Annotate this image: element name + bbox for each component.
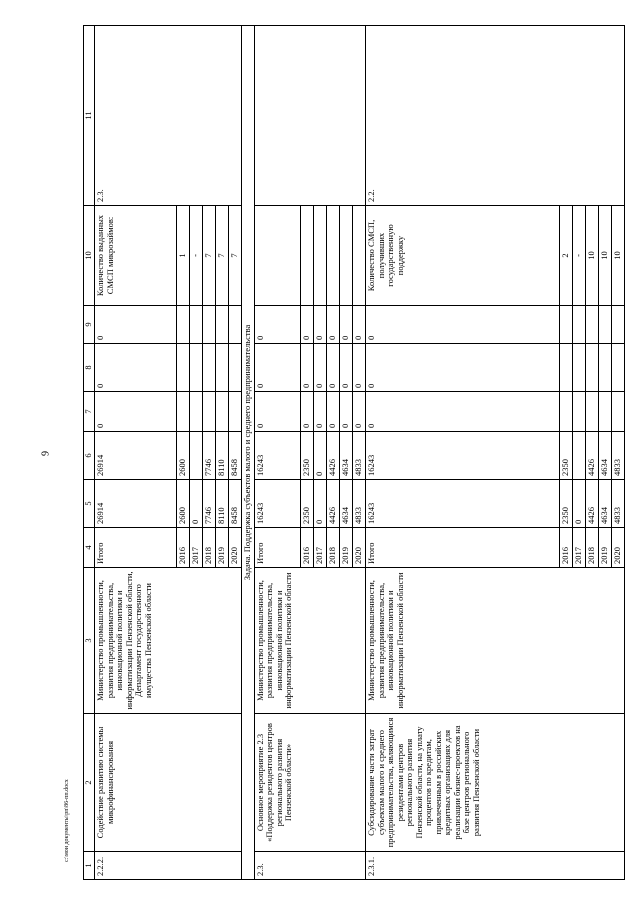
cell-ref [254, 26, 365, 206]
cell-value [586, 306, 599, 344]
cell-value: 0 [301, 344, 314, 392]
cell-value: 0 [314, 344, 327, 392]
cell-value: 0 [327, 306, 340, 344]
cell-ref: 2.2. [366, 26, 625, 206]
task-cell: Задача. Поддержка субъектов малого и среднего предпринимательства [241, 26, 254, 880]
cell-value: 2600 [176, 432, 189, 480]
cell-value [189, 392, 202, 432]
header-cell: 11 [84, 26, 95, 206]
cell-indicator-value: 2 [560, 206, 573, 306]
cell-value [202, 306, 215, 344]
cell-value [176, 306, 189, 344]
cell-value: 16243 [254, 432, 300, 480]
header-row [84, 26, 95, 880]
cell-value: 7746 [202, 480, 215, 528]
cell-value: 4426 [327, 432, 340, 480]
cell-value: 0 [366, 306, 560, 344]
cell-indicator-value: 10 [612, 206, 625, 306]
cell-value [228, 392, 241, 432]
cell-year: 2016 [560, 528, 573, 568]
cell-value [560, 392, 573, 432]
cell-year: 2016 [301, 528, 314, 568]
cell-year: 2018 [327, 528, 340, 568]
cell-year: Итого [366, 528, 560, 568]
page-number: 9 [40, 451, 52, 456]
cell-value: 0 [254, 344, 300, 392]
cell-value: 0 [95, 344, 177, 392]
cell-year: Итого [95, 528, 177, 568]
header-cell: 2 [84, 714, 95, 852]
cell-value: 26914 [95, 480, 177, 528]
cell-value [586, 392, 599, 432]
cell-year: 2018 [202, 528, 215, 568]
cell-value: 0 [301, 306, 314, 344]
cell-indicator-value [340, 206, 353, 306]
cell-value: 0 [314, 480, 327, 528]
cell-value: 0 [340, 392, 353, 432]
cell-value [215, 344, 228, 392]
cell-value: 0 [314, 432, 327, 480]
cell-value [176, 392, 189, 432]
cell-value: 0 [327, 344, 340, 392]
header-cell: 6 [84, 432, 95, 480]
cell-value: 4833 [353, 432, 366, 480]
cell-value: 4426 [327, 480, 340, 528]
cell-value [599, 392, 612, 432]
cell-value: 0 [189, 480, 202, 528]
cell-value: 4634 [340, 432, 353, 480]
cell-value [573, 344, 586, 392]
cell-value: 4634 [599, 432, 612, 480]
cell-ref: 2.3. [95, 26, 242, 206]
cell-indicator-value [301, 206, 314, 306]
cell-value: 0 [254, 392, 300, 432]
cell-value [599, 344, 612, 392]
cell-value [215, 392, 228, 432]
header-cell: 7 [84, 392, 95, 432]
cell-value [202, 392, 215, 432]
footer-path: c:\мои документы\рп\86-пп.docx [64, 779, 70, 862]
cell-value [228, 344, 241, 392]
cell-year: 2020 [228, 528, 241, 568]
header-cell: 10 [84, 206, 95, 306]
cell-value: 26914 [95, 432, 177, 480]
cell-value [560, 306, 573, 344]
cell-value: 4634 [340, 480, 353, 528]
cell-value: 0 [327, 392, 340, 432]
header-cell: 5 [84, 480, 95, 528]
header-cell: 9 [84, 306, 95, 344]
cell-year: 2018 [586, 528, 599, 568]
cell-year: 2020 [612, 528, 625, 568]
cell-value [560, 344, 573, 392]
cell-indicator-value: 7 [215, 206, 228, 306]
cell-indicator-value: 1 [176, 206, 189, 306]
cell-value: 2350 [560, 432, 573, 480]
cell-indicator-value [314, 206, 327, 306]
cell-number: 2.3. [254, 852, 365, 880]
cell-indicator-value [353, 206, 366, 306]
cell-value: 8110 [215, 432, 228, 480]
cell-value: 0 [573, 480, 586, 528]
cell-value [612, 306, 625, 344]
cell-year: 2019 [599, 528, 612, 568]
program-table [83, 25, 625, 880]
cell-indicator-value: - [573, 206, 586, 306]
cell-value [189, 306, 202, 344]
cell-value [228, 306, 241, 344]
cell-value [573, 306, 586, 344]
cell-value [202, 344, 215, 392]
cell-value: 0 [340, 344, 353, 392]
cell-indicator-value [327, 206, 340, 306]
cell-year: 2017 [314, 528, 327, 568]
cell-indicator: Количество СМСП, получивших государственную поддержку [366, 206, 560, 306]
cell-value [586, 344, 599, 392]
cell-name: Содействие развитию системы микрофинансирования [95, 714, 242, 852]
task-row [241, 26, 254, 880]
cell-value: 0 [254, 306, 300, 344]
header-cell: 1 [84, 852, 95, 880]
cell-executor: Министерство промышленности, развития предпринимательства, инновационной политики и информатизации Пензенской области [366, 568, 625, 714]
cell-value: 2350 [301, 480, 314, 528]
cell-value: 4426 [586, 432, 599, 480]
cell-value: 0 [301, 392, 314, 432]
cell-name: Субсидирование части затрат субъектам малого и среднего предпринимательства, являющимся резидентами центров регионального развития Пензенской области, на уплату процентов по кредитам, привлеченным в российских кредитных организациях для реализации бизнес-проектов на базе центров регионального развития Пензенской области [366, 714, 625, 852]
cell-value: 4833 [353, 480, 366, 528]
cell-executor: Министерство промышленности, развития предпринимательства, инновационной политики и информатизации Пензенской области, Департамент государственного имущества Пензенской области [95, 568, 242, 714]
cell-value: 0 [314, 306, 327, 344]
header-cell: 8 [84, 344, 95, 392]
cell-name: Основное мероприятие 2.3 «Поддержка резидентов центров регионального развития Пензенской области» [254, 714, 365, 852]
cell-value: 0 [366, 344, 560, 392]
cell-value: 0 [353, 392, 366, 432]
cell-indicator: Количество выданных СМСП микрозаймов: [95, 206, 177, 306]
cell-value [189, 432, 202, 480]
cell-value: 0 [314, 392, 327, 432]
table-body [84, 26, 625, 880]
cell-value: 0 [95, 392, 177, 432]
cell-number: 2.2.2. [95, 852, 242, 880]
cell-number: 2.3.1. [366, 852, 625, 880]
cell-value: 8458 [228, 480, 241, 528]
header-cell: 4 [84, 528, 95, 568]
cell-value: 2600 [176, 480, 189, 528]
cell-value [612, 344, 625, 392]
cell-value: 0 [353, 344, 366, 392]
cell-value: 0 [353, 306, 366, 344]
cell-year: 2019 [215, 528, 228, 568]
cell-value: 8110 [215, 480, 228, 528]
cell-value: 16243 [254, 480, 300, 528]
cell-year: 2017 [573, 528, 586, 568]
cell-value [189, 344, 202, 392]
cell-value [573, 432, 586, 480]
cell-value [573, 392, 586, 432]
cell-indicator-value: 7 [228, 206, 241, 306]
cell-value: 4833 [612, 432, 625, 480]
rotated-table-container [83, 26, 625, 880]
cell-value [599, 306, 612, 344]
table-row [95, 26, 177, 880]
cell-indicator-value: 10 [586, 206, 599, 306]
cell-value: 16243 [366, 432, 560, 480]
cell-indicator [254, 206, 300, 306]
cell-value: 8458 [228, 432, 241, 480]
cell-executor: Министерство промышленности, развития предпринимательства, инновационной политики и информатизации Пензенской области [254, 568, 365, 714]
table-row [366, 26, 560, 880]
cell-value: 0 [340, 306, 353, 344]
cell-value: 0 [366, 392, 560, 432]
cell-year: 2017 [189, 528, 202, 568]
table-row [254, 26, 300, 880]
cell-indicator-value: 10 [599, 206, 612, 306]
cell-year: 2019 [340, 528, 353, 568]
cell-value [215, 306, 228, 344]
cell-value: 7746 [202, 432, 215, 480]
cell-value: 4833 [612, 480, 625, 528]
cell-value: 2350 [301, 432, 314, 480]
cell-value [612, 392, 625, 432]
cell-value: 0 [95, 306, 177, 344]
cell-year: Итого [254, 528, 300, 568]
cell-value: 16243 [366, 480, 560, 528]
cell-year: 2020 [353, 528, 366, 568]
cell-value: 2350 [560, 480, 573, 528]
cell-value [176, 344, 189, 392]
cell-value: 4634 [599, 480, 612, 528]
cell-indicator-value: - [189, 206, 202, 306]
cell-year: 2016 [176, 528, 189, 568]
cell-indicator-value: 7 [202, 206, 215, 306]
header-cell: 3 [84, 568, 95, 714]
cell-value: 4426 [586, 480, 599, 528]
